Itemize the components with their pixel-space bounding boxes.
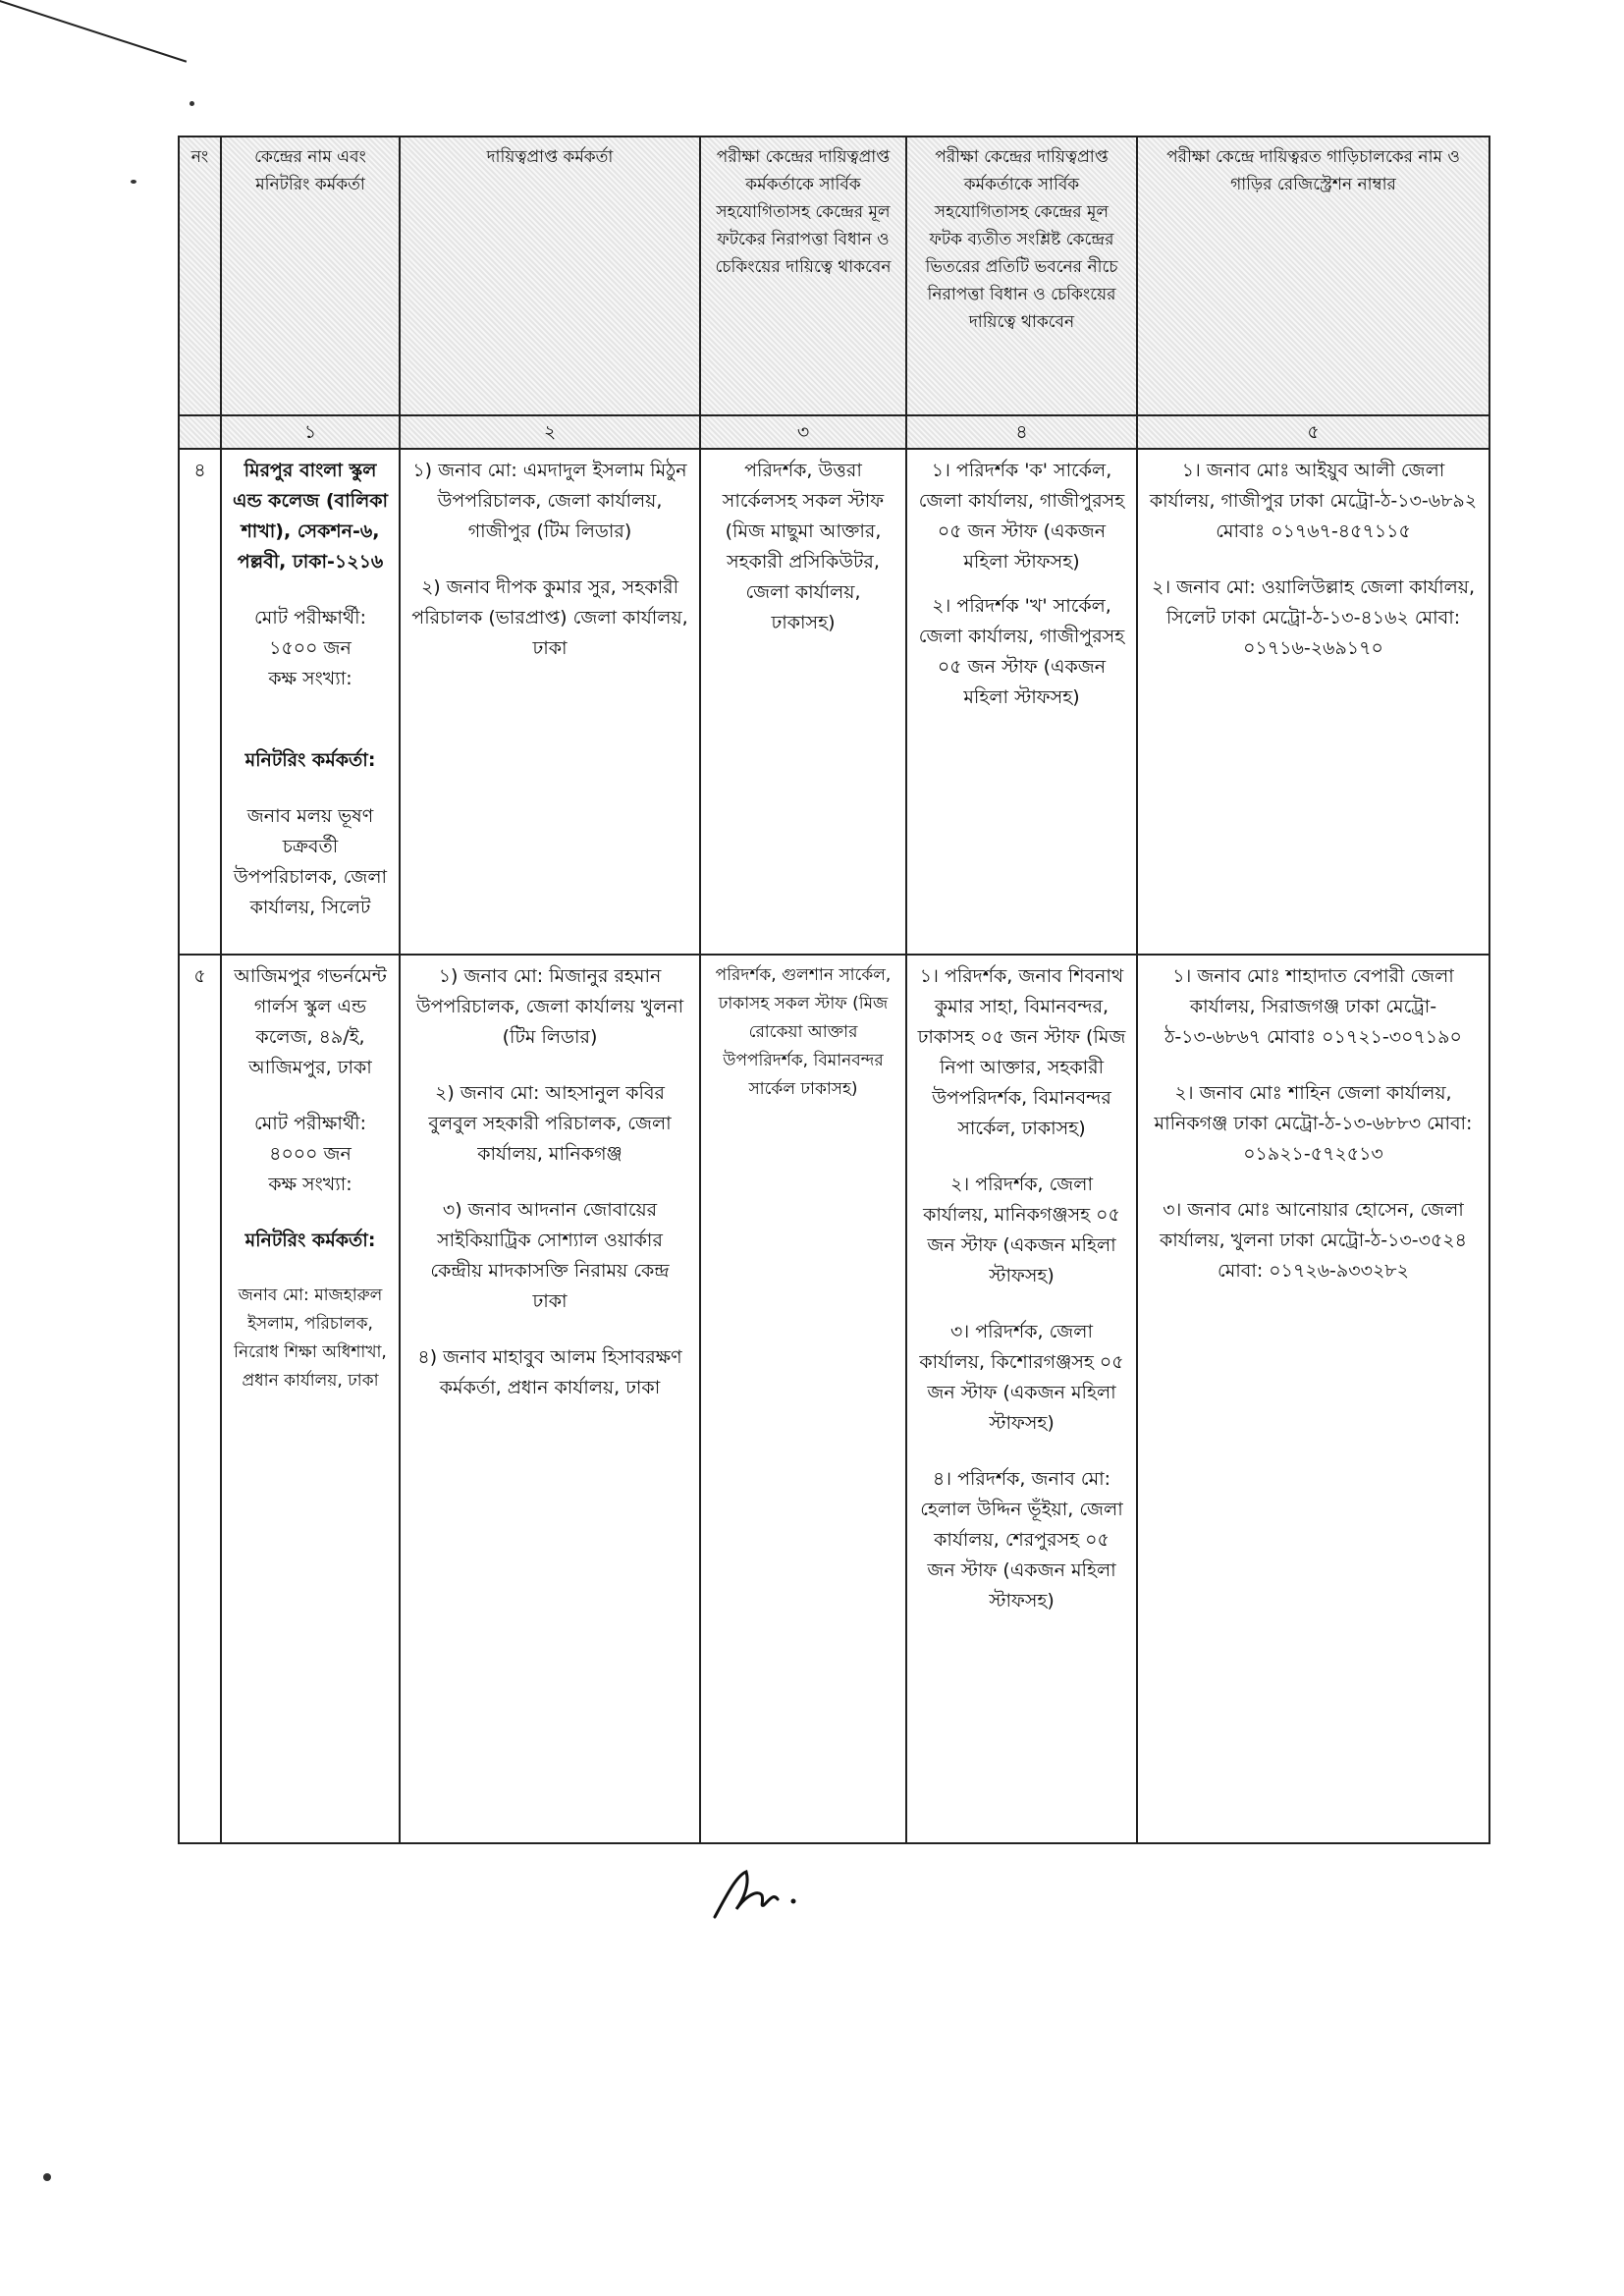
building-entry: ৩। পরিদর্শক, জেলা কার্যালয়, কিশোরগঞ্জসহ ০৫ জন স্টাফ (একজন মহিলা স্টাফসহ) — [919, 1321, 1124, 1434]
building-entry: ২। পরিদর্শক 'খ' সার্কেল, জেলা কার্যালয়, গাজীপুরসহ ০৫ জন স্টাফ (একজন মহিলা স্টাফসহ) — [918, 595, 1125, 708]
driver-entry: ২। জনাব মো: ওয়ালিউল্লাহ জেলা কার্যালয়, সিলেট ঢাকা মেট্রো-ঠ-১৩-৪১৬২ মোবা: ০১৭১৬-২৬৯১৭০ — [1151, 576, 1476, 659]
monitor-officer: জনাব মো: মাজহারুল ইসলাম, পরিচালক, নিরোধ শিক্ষা অধিশাখা, প্রধান কার্যালয়, ঢাকা — [234, 1285, 387, 1391]
page-corner-fold — [0, 0, 187, 128]
monitor-label: মনিটরিং কর্মকর্তা: — [244, 749, 376, 771]
column-number: ৩ — [700, 415, 906, 449]
header-officers: দায়িত্বপ্রাপ্ত কর্মকর্তা — [400, 137, 700, 415]
center-cell — [221, 449, 400, 955]
drivers-cell — [1137, 449, 1489, 955]
monitor-officer: জনাব মলয় ভূষণ চক্রবর্তী উপপরিচালক, জেলা কার্যালয়, সিলেট — [233, 805, 388, 918]
examinees-label: মোট পরীক্ষার্থী: — [254, 1113, 366, 1134]
examinees-count: ১৫০০ জন — [269, 637, 352, 659]
center-name: আজিমপুর গভর্নমেন্ট গার্লস স্কুল এন্ড কলেজ, ৪৯/ই, আজিমপুর, ঢাকা — [234, 965, 387, 1078]
header-drivers: পরীক্ষা কেন্দ্রে দায়িত্বরত গাড়িচালকের নাম ও গাড়ির রেজিস্ট্রেশন নাম্বার — [1137, 137, 1489, 415]
officer-entry: ২) জনাব মো: আহসানুল কবির বুলবুল সহকারী পরিচালক, জেলা কার্যালয়, মানিকগঞ্জ — [428, 1082, 672, 1165]
building-security-cell — [906, 449, 1137, 955]
header-serial: নং — [179, 137, 221, 415]
officer-entry: ২) জনাব দীপক কুমার সুর, সহকারী পরিচালক (ভারপ্রাপ্ত) জেলা কার্যালয়, ঢাকা — [411, 576, 688, 659]
monitor-label: মনিটরিং কর্মকর্তা: — [244, 1230, 376, 1251]
header-gate-security: পরীক্ষা কেন্দ্রের দায়িত্বপ্রাপ্ত কর্মকর্তাকে সার্বিক সহযোগিতাসহ কেন্দ্রের মূল ফটকের নিরাপত্তা বিধান ও চেকিংয়ের দায়িত্বে থাকবেন — [700, 137, 906, 415]
driver-entry: ১। জনাব মোঃ শাহাদাত বেপারী জেলা কার্যালয়, সিরাজগঞ্জ ঢাকা মেট্রো-ঠ-১৩-৬৮৬৭ মোবাঃ ০১৭২১-৩০৭১৯০ — [1164, 965, 1462, 1048]
header-center-name: কেন্দ্রের নাম এবং মনিটরিং কর্মকর্তা — [221, 137, 400, 415]
examinees-label: মোট পরীক্ষার্থী: — [254, 607, 366, 629]
building-entry: ১। পরিদর্শক 'ক' সার্কেল, জেলা কার্যালয়, গাজীপুরসহ ০৫ জন স্টাফ (একজন মহিলা স্টাফসহ) — [918, 460, 1125, 573]
officer-entry: ৩) জনাব আদনান জোবায়ের সাইকিয়াট্রিক সোশ্যাল ওয়ার্কার কেন্দ্রীয় মাদকাসক্তি নিরাময় কেন্দ্র ঢাকা — [430, 1199, 670, 1312]
rooms-label: কক্ষ সংখ্যা: — [268, 1174, 352, 1195]
rooms-label: কক্ষ সংখ্যা: — [268, 668, 352, 689]
header-building-security: পরীক্ষা কেন্দ্রের দায়িত্বপ্রাপ্ত কর্মকর্তাকে সার্বিক সহযোগিতাসহ কেন্দ্রের মূল ফটক ব্যতীত সংশ্লিষ্ট কেন্দ্রের ভিতরের প্রতিটি ভবনের নীচে নিরাপত্তা বিধান ও চেকিংয়ের দায়িত্বে থাকবেন — [906, 137, 1137, 415]
officer-entry: ১) জনাব মো: মিজানুর রহমান উপপরিচালক, জেলা কার্যালয় খুলনা (টিম লিডার) — [415, 965, 684, 1048]
scan-speck — [189, 101, 194, 106]
center-cell — [221, 955, 400, 1843]
column-number: ৫ — [1137, 415, 1489, 449]
officers-cell — [400, 955, 700, 1843]
gate-security-cell — [700, 955, 906, 1843]
row-serial: ৪ — [179, 449, 221, 955]
gate-security-text: পরিদর্শক, গুলশান সার্কেল, ঢাকাসহ সকল স্টাফ (মিজ রোকেয়া আক্তার উপপরিদর্শক, বিমানবন্দর সার্কেল ঢাকাসহ) — [715, 965, 892, 1099]
officers-cell — [400, 449, 700, 955]
signature-mark — [707, 1866, 825, 1925]
column-number: ১ — [221, 415, 400, 449]
officer-entry: ১) জনাব মো: এমদাদুল ইসলাম মিঠুন উপপরিচালক, জেলা কার্যালয়, গাজীপুর (টিম লিডার) — [412, 460, 687, 542]
building-entry: ৪। পরিদর্শক, জনাব মো: হেলাল উদ্দিন ভূঁইয়া, জেলা কার্যালয়, শেরপুরসহ ০৫ জন স্টাফ (একজন মহিলা স্টাফসহ) — [920, 1468, 1123, 1612]
building-security-cell — [906, 955, 1137, 1843]
table-row — [179, 955, 1489, 1843]
scan-speck — [43, 2173, 51, 2181]
scan-speck — [131, 180, 136, 184]
officer-entry: ৪) জনাব মাহাবুব আলম হিসাবরক্ষণ কর্মকর্তা, প্রধান কার্যালয়, ঢাকা — [417, 1346, 682, 1398]
column-number: ২ — [400, 415, 700, 449]
gate-security-cell — [700, 449, 906, 955]
driver-entry: ১। জনাব মোঃ আইয়ুব আলী জেলা কার্যালয়, গাজীপুর ঢাকা মেট্রো-ঠ-১৩-৬৮৯২ মোবাঃ ০১৭৬৭-৪৫৭১১৫ — [1149, 460, 1478, 542]
building-entry: ১। পরিদর্শক, জনাব শিবনাথ কুমার সাহা, বিমানবন্দর, ঢাকাসহ ০৫ জন স্টাফ (মিজ নিপা আক্তার, সহকারী উপপরিদর্শক, বিমানবন্দর সার্কেল, ঢাকাসহ) — [917, 965, 1126, 1139]
drivers-cell — [1137, 955, 1489, 1843]
column-number: ৪ — [906, 415, 1137, 449]
gate-security-text: পরিদর্শক, উত্তরা সার্কেলসহ সকল স্টাফ (মিজ মাছুমা আক্তার, সহকারী প্রসিকিউটর, জেলা কার্যালয়, ঢাকাসহ) — [722, 460, 885, 633]
center-name: মিরপুর বাংলা স্কুল এন্ড কলেজ (বালিকা শাখা), সেকশন-৬, পল্লবী, ঢাকা-১২১৬ — [232, 460, 389, 573]
row-serial: ৫ — [179, 955, 221, 1843]
examinees-count: ৪০০০ জন — [269, 1143, 352, 1165]
driver-entry: ২। জনাব মোঃ শাহিন জেলা কার্যালয়, মানিকগঞ্জ ঢাকা মেট্রো-ঠ-১৩-৬৮৮৩ মোবা: ০১৯২১-৫৭২৫১৩ — [1154, 1082, 1473, 1165]
column-number-row — [179, 415, 1489, 449]
duty-roster-table — [178, 136, 1490, 1844]
column-number-blank — [179, 415, 221, 449]
building-entry: ২। পরিদর্শক, জেলা কার্যালয়, মানিকগঞ্জসহ ০৫ জন স্টাফ (একজন মহিলা স্টাফসহ) — [923, 1174, 1120, 1286]
table-header-row — [179, 137, 1489, 415]
driver-entry: ৩। জনাব মোঃ আনোয়ার হোসেন, জেলা কার্যালয়, খুলনা ঢাকা মেট্রো-ঠ-১৩-৩৫২৪ মোবা: ০১৭২৬-৯৩৩২৮২ — [1160, 1199, 1467, 1282]
table-row — [179, 449, 1489, 955]
